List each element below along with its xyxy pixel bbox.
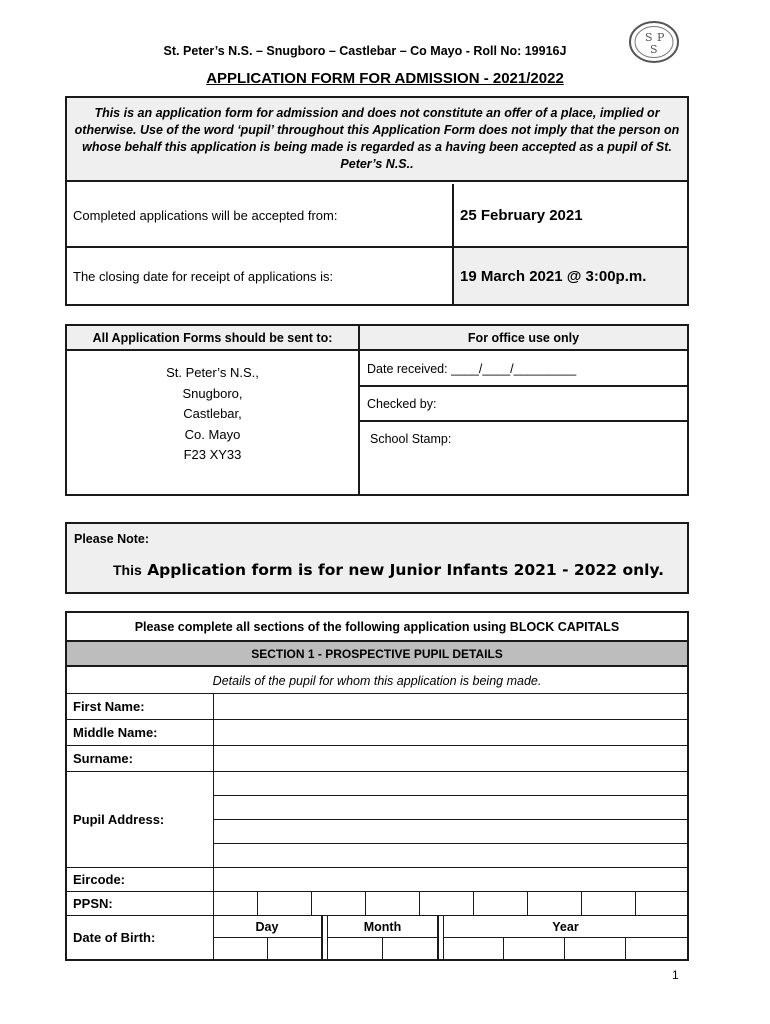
address-line: St. Peter’s N.S.,	[166, 365, 259, 380]
dob-month-header: Month	[327, 916, 439, 938]
svg-text:S: S	[645, 31, 653, 44]
disclaimer-text: This is an application form for admission and does not constitute an offer of a place, implied or otherwise. Use of the word ‘pupil’ throughout this Application Form does not imply that the person on whose behalf this application is being made is regarded as a having been accepted as a pupil of St. Peter’s N.S..	[67, 98, 687, 182]
please-note-text	[113, 561, 664, 579]
accepted-from-value: 25 February 2021	[452, 184, 687, 246]
pupil-address-line-2[interactable]	[213, 795, 687, 819]
please-note-label: Please Note:	[74, 532, 150, 546]
ppsn-label: PPSN:	[67, 891, 213, 915]
dob-day-header: Day	[213, 916, 323, 938]
dob-day-input-2[interactable]	[268, 938, 323, 960]
section1-form	[65, 611, 689, 961]
dob-year-input-2[interactable]	[504, 938, 565, 960]
dob-month-input-1[interactable]	[327, 938, 383, 960]
ppsn-boxes[interactable]	[213, 891, 687, 915]
closing-date-label: The closing date for receipt of applications is:	[67, 246, 452, 304]
address-line: F23 XY33	[183, 447, 242, 462]
block-capitals-instruction: Please complete all sections of the following application using BLOCK CAPITALS	[134, 619, 620, 634]
school-stamp-field[interactable]: School Stamp:	[370, 432, 452, 446]
school-line: St. Peter’s N.S. – Snugboro – Castlebar – Co Mayo - Roll No: 19916J	[163, 44, 567, 58]
svg-text:S: S	[650, 43, 658, 56]
dob-year-input-1[interactable]	[443, 938, 504, 960]
eircode-input[interactable]	[213, 867, 687, 891]
first-name-label: First Name:	[67, 693, 213, 719]
pupil-address-line-1[interactable]	[213, 771, 687, 795]
closing-date-value: 19 March 2021 @ 3:00p.m.	[452, 246, 687, 304]
address-line: Castlebar,	[183, 406, 242, 421]
middle-name-label: Middle Name:	[67, 719, 213, 745]
dob-year-input-4[interactable]	[626, 938, 687, 960]
dob-grid	[213, 915, 687, 959]
page-number: 1	[672, 968, 679, 982]
date-received-field[interactable]: Date received: ____/____/_________	[360, 353, 687, 387]
accepted-from-label: Completed applications will be accepted from:	[73, 207, 338, 223]
eircode-label: Eircode:	[67, 867, 213, 891]
note-main-text: Application form is for new Junior Infants 2021 - 2022 only.	[147, 561, 665, 579]
pupil-address-line-4[interactable]	[213, 843, 687, 867]
school-address	[67, 363, 358, 466]
surname-input[interactable]	[213, 745, 687, 771]
form-title: APPLICATION FORM FOR ADMISSION - 2021/2022	[206, 70, 564, 87]
dob-month-input-2[interactable]	[383, 938, 439, 960]
disclaimer-dates-box	[65, 96, 689, 306]
checked-by-field[interactable]: Checked by:	[360, 387, 687, 422]
dob-day-input-1[interactable]	[213, 938, 268, 960]
note-prefix: This	[113, 562, 142, 578]
middle-name-input[interactable]	[213, 719, 687, 745]
office-use-header: For office use only	[358, 326, 687, 351]
first-name-input[interactable]	[213, 693, 687, 719]
address-line: Snugboro,	[182, 385, 243, 401]
dob-label: Date of Birth:	[67, 915, 213, 959]
please-note-box	[65, 522, 689, 594]
address-line: Co. Mayo	[184, 426, 241, 442]
dob-year-input-3[interactable]	[565, 938, 626, 960]
section1-title: SECTION 1 - PROSPECTIVE PUPIL DETAILS	[67, 640, 687, 667]
svg-text:P: P	[657, 31, 665, 44]
address-office-box	[65, 324, 689, 496]
dob-year-header: Year	[443, 916, 687, 938]
section1-subtitle: Details of the pupil for whom this application is being made.	[212, 674, 542, 688]
pupil-address-label: Pupil Address:	[67, 771, 213, 867]
send-to-header: All Application Forms should be sent to:	[67, 326, 358, 351]
school-crest-logo	[628, 20, 680, 64]
surname-label: Surname:	[67, 745, 213, 771]
pupil-address-line-3[interactable]	[213, 819, 687, 843]
